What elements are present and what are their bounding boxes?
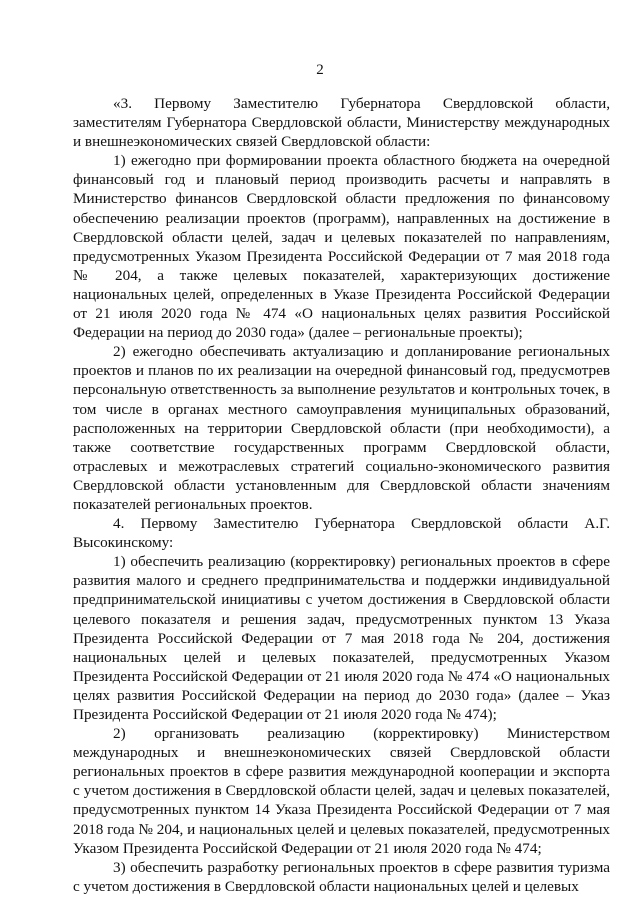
- paragraph-intro: «3. Первому Заместителю Губернатора Свердловской области, заместителям Губернатора Свердловской области, Министерству международных и внешнеэкономических связей Свердловской области:: [73, 95, 610, 151]
- paragraph-section-4-item-2: 2) организовать реализацию (корректировку) Министерством международных и внешнеэкономических связей Свердловской области региональных проектов в сфере развития международной кооперации и экспорта с учетом достижения в Свердловской области целей, задач и целевых показателей, предусмотренных пунктом 14 Указа Президента Российской Федерации от 7 мая 2018 года № 204, и национальных целей и целевых показателей, предусмотренных Указом Президента Российской Федерации от 21 июля 2020 года № 474;: [73, 725, 610, 857]
- paragraph-section-4: 4. Первому Заместителю Губернатора Свердловской области А.Г. Высокинскому:: [73, 515, 610, 552]
- paragraph-section-4-item-1: 1) обеспечить реализацию (корректировку) региональных проектов в сфере развития малого и среднего предпринимательства и поддержки индивидуальной предпринимательской инициативы с учетом достижения в Свердловской области целевого показателя и решения задач, предусмотренных пунктом 13 Указа Президента Российской Федерации от 7 мая 2018 года № 204, достижения национальных целей и целевых показателей, предусмотренных Указом Президента Российской Федерации от 21 июля 2020 года № 474 «О национальных целях развития Российской Федерации на период до 2030 года» (далее – Указ Президента Российской Федерации от 21 июля 2020 года № 474);: [73, 553, 610, 723]
- paragraph-section-4-item-3: 3) обеспечить разработку региональных проектов в сфере развития туризма с учетом достижения в Свердловской области национальных целей и целевых: [73, 858, 610, 895]
- document-body: [73, 94, 610, 896]
- page-number: 2: [316, 62, 324, 78]
- paragraph-item-2: 2) ежегодно обеспечивать актуализацию и допланирование региональных проектов и планов по их реализации на очередной финансовый год, предусмотрев персональную ответственность за выполнение результатов и контрольных точек, в том числе в органах местного самоуправления муниципальных образований, расположенных на территории Свердловской области (при необходимости), а также соответствие государственных программ Свердловской области, отраслевых и межотраслевых стратегий социально-экономического развития Свердловской области установленным для Свердловской области значениям показателей региональных проектов.: [73, 343, 610, 513]
- paragraph-item-1: 1) ежегодно при формировании проекта областного бюджета на очередной финансовый год и плановый период производить расчеты и направлять в Министерство финансов Свердловской области предложения по финансовому обеспечению реализации проектов (программ), направленных на достижение в Свердловской области целей, задач и целевых показателей по направлениям, предусмотренных Указом Президента Российской Федерации от 7 мая 2018 года № 204, а также целевых показателей, характеризующих достижение национальных целей, определенных в Указе Президента Российской Федерации от 21 июля 2020 года № 474 «О национальных целях развития Российской Федерации на период до 2030 года» (далее – региональные проекты);: [73, 152, 610, 342]
